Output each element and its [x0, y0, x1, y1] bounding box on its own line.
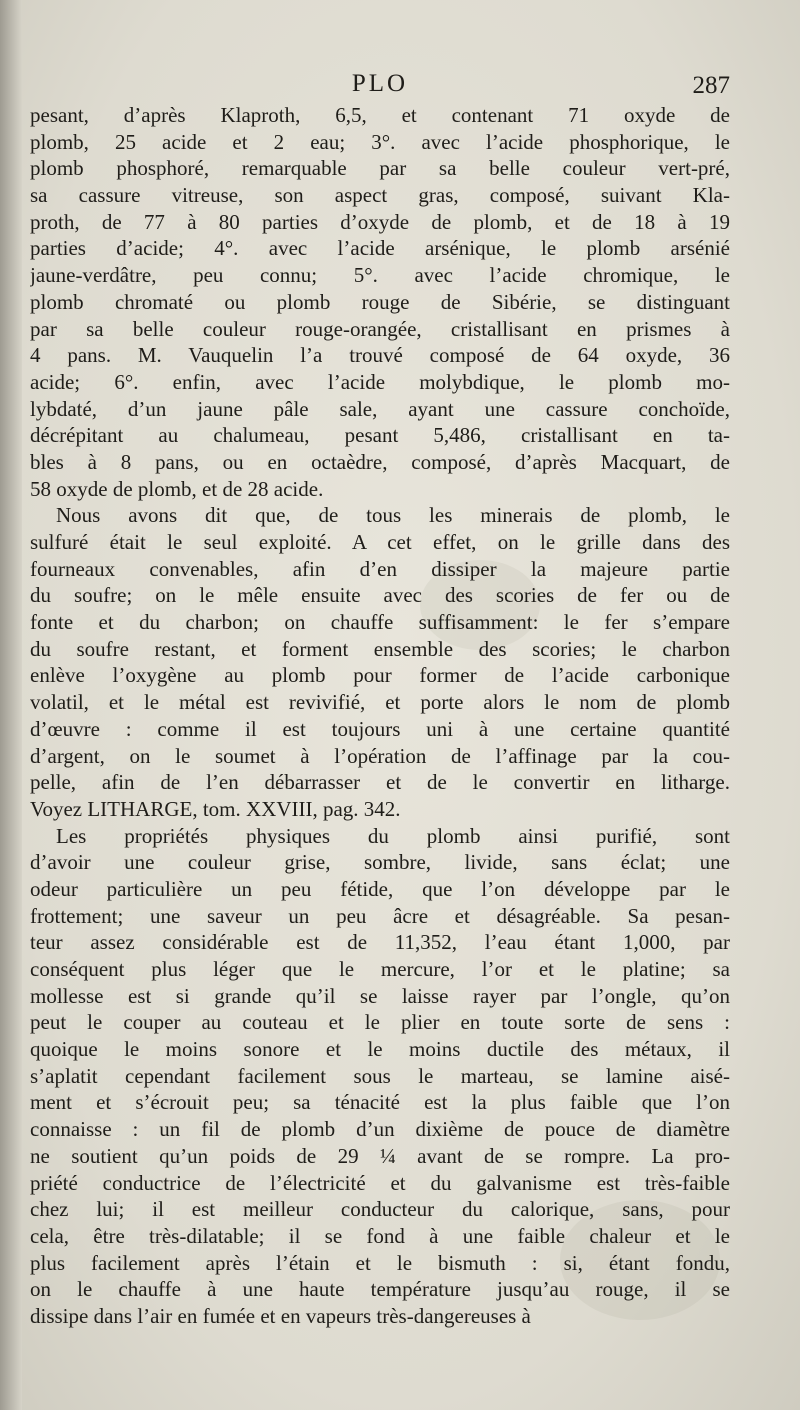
text-line: plomb phosphoré, remarquable par sa belle couleur vert-pré,: [30, 156, 730, 181]
text-line: Nous avons dit que, de tous les minerais de plomb, le: [56, 503, 730, 528]
text-line: chez lui; il est meilleur conducteur du calorique, sans, pour: [30, 1197, 730, 1222]
text-line: sa cassure vitreuse, son aspect gras, composé, suivant Kla-: [30, 183, 730, 208]
text-line: pesant, d’après Klaproth, 6,5, et contenant 71 oxyde de: [30, 103, 730, 127]
text-line: 4 pans. M. Vauquelin l’a trouvé composé de 64 oxyde, 36: [30, 343, 730, 368]
text-line: du soufre; on le mêle ensuite avec des scories de fer ou de: [30, 583, 730, 608]
text-line: on le chauffe à une haute température jusqu’au rouge, il se: [30, 1277, 730, 1302]
text-line: Les propriétés physiques du plomb ainsi purifié, sont: [56, 823, 730, 848]
text-line: d’œuvre : comme il est toujours uni à une certaine quantité: [30, 716, 730, 741]
text-line: dissipe dans l’air en fumée et en vapeurs très-dangereuses à: [30, 1303, 531, 1328]
text-line: cela, être très-dilatable; il se fond à une faible chaleur et le: [30, 1223, 730, 1248]
text-line: fonte et du charbon; on chauffe suffisamment: le fer s’empare: [30, 610, 730, 635]
page-gutter-shadow: [0, 0, 22, 1410]
text-line: lybdaté, d’un jaune pâle sale, ayant une cassure conchoïde,: [30, 396, 730, 421]
text-line: pelle, afin de l’en débarrasser et de le convertir en litharge.: [30, 770, 730, 795]
text-line: plomb, 25 acide et 2 eau; 3°. avec l’acide phosphorique, le: [30, 129, 730, 154]
text-line: du soufre restant, et forment ensemble des scories; le charbon: [30, 636, 730, 661]
text-line: Voyez LITHARGE, tom. XXVIII, pag. 342.: [30, 796, 401, 821]
page-header: [30, 70, 730, 106]
text-line: frottement; une saveur un peu âcre et désagréable. Sa pesan-: [30, 903, 730, 928]
text-line: sulfuré était le seul exploité. A cet effet, on le grille dans des: [30, 530, 730, 554]
text-line: proth, de 77 à 80 parties d’oxyde de plomb, et de 18 à 19: [30, 209, 730, 234]
text-line: connaisse : un fil de plomb d’un dixième de pouce de diamètre: [30, 1117, 730, 1142]
text-line: peut le couper au couteau et le plier en toute sorte de sens :: [30, 1010, 730, 1035]
text-line: plomb chromaté ou plomb rouge de Sibérie, se distinguant: [30, 289, 730, 314]
text-line: par sa belle couleur rouge-orangée, cristallisant en prismes à: [30, 316, 730, 341]
text-line: acide; 6°. enfin, avec l’acide molybdique, le plomb mo-: [30, 369, 730, 394]
text-line: conséquent plus léger que le mercure, l’or et le platine; sa: [30, 957, 730, 981]
text-line: d’avoir une couleur grise, sombre, livide, sans éclat; une: [30, 850, 730, 875]
text-line: mollesse est si grande qu’il se laisse rayer par l’ongle, qu’on: [30, 983, 730, 1008]
text-line: plus facilement après l’étain et le bismuth : si, étant fondu,: [30, 1250, 730, 1275]
text-line: jaune-verdâtre, peu connu; 5°. avec l’acide chromique, le: [30, 263, 730, 288]
body-text: [30, 102, 730, 1330]
page-number: 287: [692, 72, 730, 99]
text-line: enlève l’oxygène au plomb pour former de l’acide carbonique: [30, 663, 730, 688]
text-line: s’aplatit cependant facilement sous le marteau, se lamine aisé-: [30, 1063, 730, 1088]
text-line: ne soutient qu’un poids de 29 ¼ avant de se rompre. La pro-: [30, 1143, 730, 1168]
text-line: décrépitant au chalumeau, pesant 5,486, cristallisant en ta-: [30, 423, 730, 448]
text-line: ment et s’écrouit peu; sa ténacité est la plus faible que l’on: [30, 1090, 730, 1115]
text-line: volatil, et le métal est revivifié, et porte alors le nom de plomb: [30, 690, 730, 715]
text-line: fourneaux convenables, afin d’en dissiper la majeure partie: [30, 556, 730, 581]
text-line: parties d’acide; 4°. avec l’acide arsénique, le plomb arsénié: [30, 236, 730, 261]
text-line: priété conductrice de l’électricité et du galvanisme est très-faible: [30, 1170, 730, 1195]
text-line: bles à 8 pans, ou en octaèdre, composé, d’après Macquart, de: [30, 449, 730, 474]
text-line: odeur particulière un peu fétide, que l’on développe par le: [30, 876, 730, 901]
text-line: teur assez considérable est de 11,352, l’eau étant 1,000, par: [30, 930, 730, 955]
text-line: d’argent, on le soumet à l’opération de l’affinage par la cou-: [30, 743, 730, 768]
text-line: 58 oxyde de plomb, et de 28 acide.: [30, 476, 324, 501]
text-line: quoique le moins sonore et le moins ductile des métaux, il: [30, 1037, 730, 1062]
running-head: PLO: [351, 70, 409, 97]
